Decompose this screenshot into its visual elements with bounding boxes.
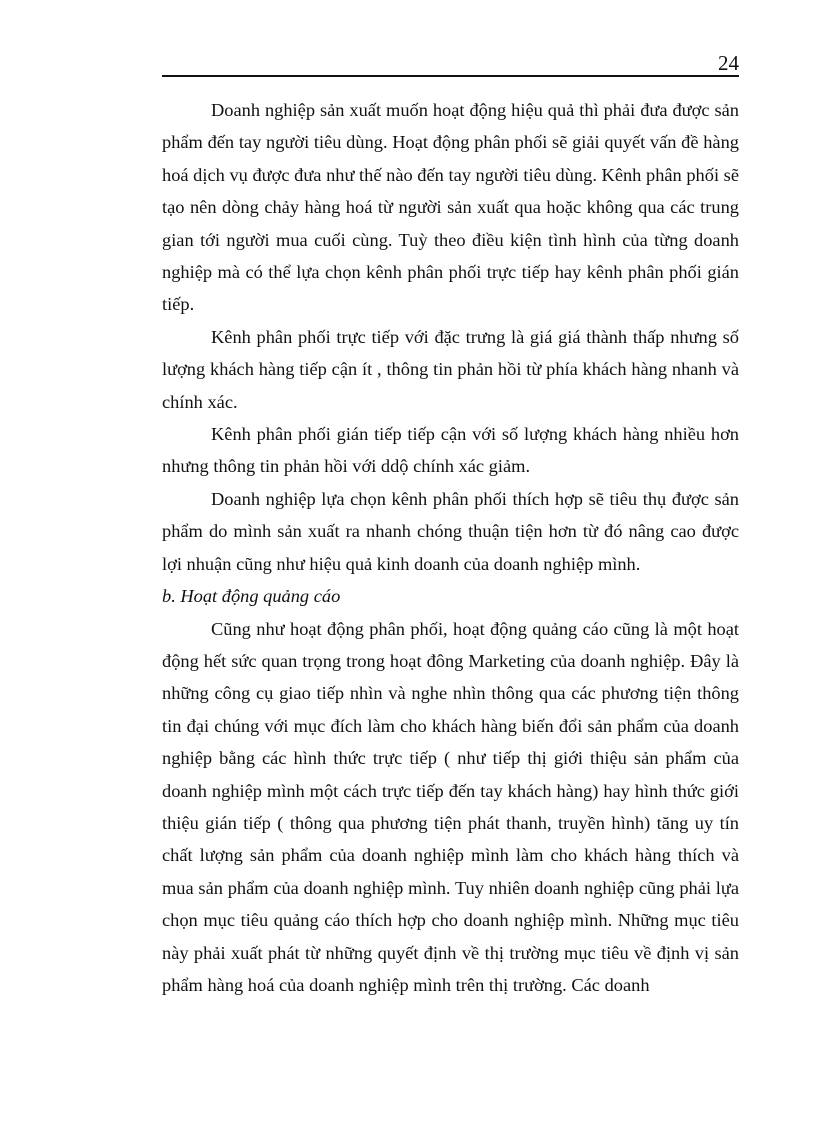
page-number: 24	[718, 51, 739, 75]
page-body	[162, 94, 739, 1001]
paragraph-indirect-channel: Kênh phân phối gián tiếp tiếp cận với số lượng khách hàng nhiều hơn nhưng thông tin phản hồi với ddộ chính xác giảm.	[162, 424, 739, 477]
paragraph-distribution-intro: Doanh nghiệp sản xuất muốn hoạt động hiệu quả thì phải đưa được sản phẩm đến tay người tiêu dùng. Hoạt động phân phối sẽ giải quyết vấn đề hàng hoá dịch vụ được đưa như thế nào đến tay người tiêu dùng. Kênh phân phối sẽ tạo nên dòng chảy hàng hoá từ người sản xuất qua hoặc không qua các trung gian tới người mua cuối cùng. Tuỳ theo điều kiện tình hình của từng doanh nghiệp mà có thể lựa chọn kênh phân phối trực tiếp hay kênh phân phối gián tiếp.	[162, 100, 739, 315]
paragraph-direct-channel: Kênh phân phối trực tiếp với đặc trưng là giá giá thành thấp nhưng số lượng khách hàng tiếp cận ít , thông tin phản hồi từ phía khách hàng nhanh và chính xác.	[162, 326, 739, 412]
paragraph-channel-choice: Doanh nghiệp lựa chọn kênh phân phối thích hợp sẽ tiêu thụ được sản phẩm do mình sản xuất ra nhanh chóng thuận tiện hơn từ đó nâng cao được lợi nhuận cũng như hiệu quả kinh doanh của doanh nghiệp mình.	[162, 488, 739, 574]
header-rule	[162, 75, 739, 77]
paragraph-advertising: Cũng như hoạt động phân phối, hoạt động quảng cáo cũng là một hoạt động hết sức quan trọng trong hoạt đông Marketing của doanh nghiệp. Đây là những công cụ giao tiếp nhìn và nghe nhìn thông qua các phương tiện thông tin đại chúng với mục đích làm cho khách hàng biến đổi sản phẩm của doanh nghiệp bằng các hình thức trực tiếp ( như tiếp thị giới thiệu sản phẩm của doanh nghiệp mình một cách trực tiếp đến tay khách hàng) hay hình thức giới thiệu gián tiếp ( thông qua phương tiện phát thanh, truyền hình) tăng uy tín chất lượng sản phẩm của doanh nghiệp mình làm cho khách hàng thích và mua sản phẩm của doanh nghiệp mình. Tuy nhiên doanh nghiệp cũng phải lựa chọn mục tiêu quảng cáo thích hợp cho doanh nghiệp mình. Những mục tiêu này phải xuất phát từ những quyết định về thị trường mục tiêu về định vị sản phẩm hàng hoá của doanh nghiệp mình trên thị trường. Các doanh	[162, 618, 739, 995]
section-heading-advertising: b. Hoạt động quảng cáo	[162, 586, 341, 607]
